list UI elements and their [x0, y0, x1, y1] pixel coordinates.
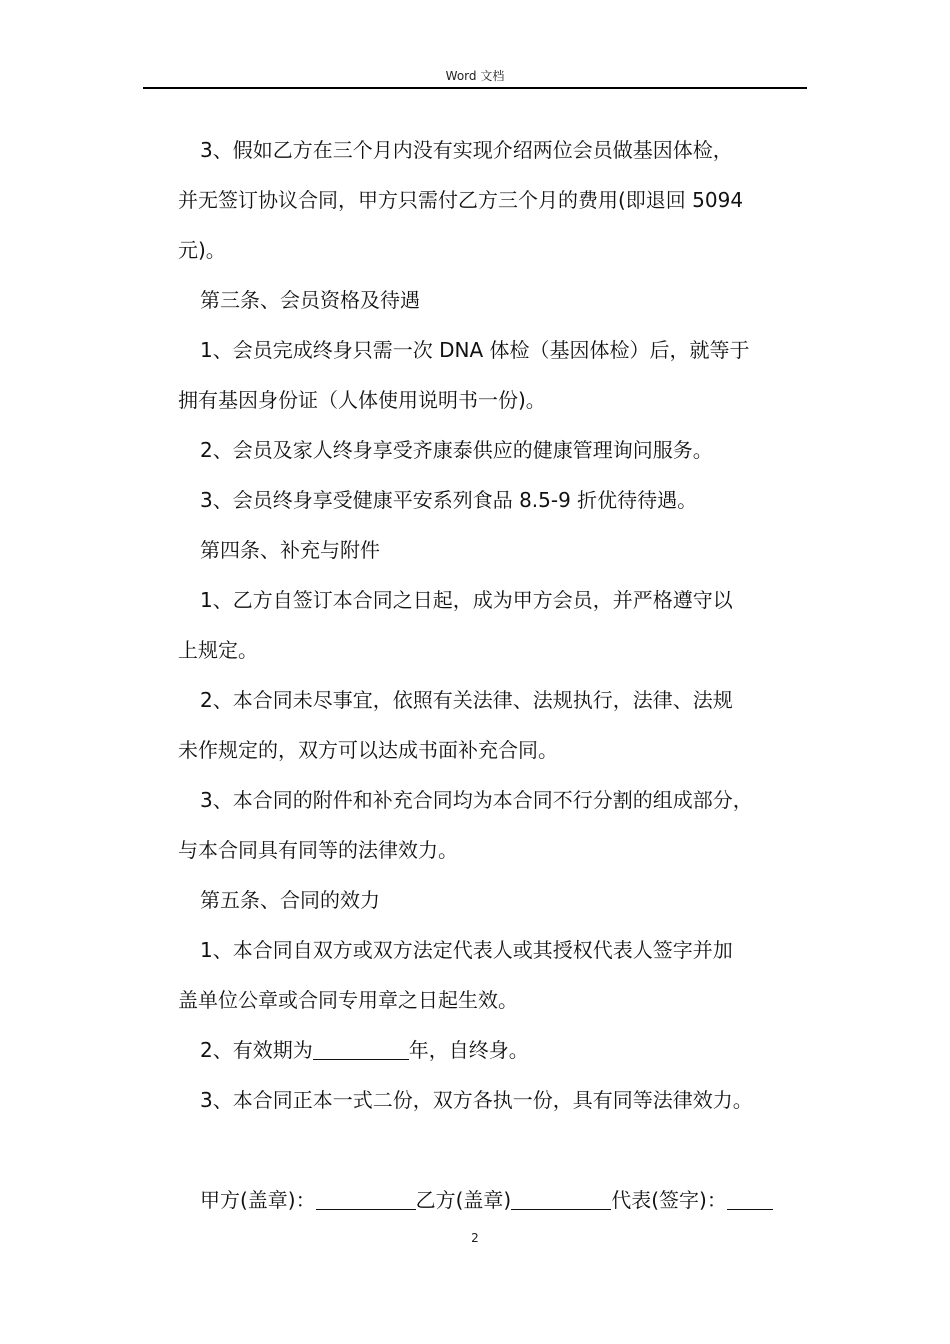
paragraph-line: 1、乙方自签订本合同之日起，成为甲方会员，并严格遵守以: [200, 588, 733, 612]
validity-line: [178, 1025, 808, 1075]
party-b-label: 乙方(盖章): [415, 1188, 512, 1212]
paragraph-line: 未作规定的，双方可以达成书面补充合同。: [178, 738, 558, 762]
party-b-seal-blank: [511, 1187, 611, 1210]
party-a-label: 甲方(盖章)：: [200, 1188, 316, 1212]
document-body: [178, 125, 808, 1225]
paragraph-line: 元)。: [178, 238, 226, 262]
page-number: 2: [471, 1231, 479, 1245]
spacer: [178, 1125, 808, 1175]
validity-prefix: 2、有效期为: [200, 1038, 313, 1062]
party-a-seal-blank: [316, 1187, 416, 1210]
section-heading: 第三条、会员资格及待遇: [200, 288, 420, 312]
section-heading: 第五条、合同的效力: [200, 888, 380, 912]
paragraph-line: 拥有基因身份证（人体使用说明书一份)。: [178, 388, 546, 412]
paragraph-line: 2、会员及家人终身享受齐康泰供应的健康管理询问服务。: [200, 438, 713, 462]
paragraph-line: 盖单位公章或合同专用章之日起生效。: [178, 988, 518, 1012]
validity-suffix: 年，自终身。: [408, 1038, 529, 1062]
representative-label: 代表(签字)：: [611, 1188, 727, 1212]
validity-years-blank: [313, 1037, 409, 1060]
paragraph-line: 1、会员完成终身只需一次 DNA 体检（基因体检）后，就等于: [200, 338, 750, 362]
paragraph-line: 3、会员终身享受健康平安系列食品 8.5-9 折优待待遇。: [200, 488, 698, 512]
header-divider: [143, 87, 807, 89]
page-header: Word 文档: [445, 69, 505, 83]
section-heading: 第四条、补充与附件: [200, 538, 380, 562]
paragraph-line: 3、假如乙方在三个月内没有实现介绍两位会员做基因体检，: [200, 138, 733, 162]
paragraph-line: 并无签订协议合同，甲方只需付乙方三个月的费用(即退回 5094: [178, 188, 744, 212]
paragraph-line: 上规定。: [178, 638, 258, 662]
signature-line: [178, 1175, 808, 1225]
paragraph-line: 3、本合同正本一式二份，双方各执一份，具有同等法律效力。: [200, 1088, 753, 1112]
paragraph-line: 1、本合同自双方或双方法定代表人或其授权代表人签字并加: [200, 938, 733, 962]
representative-signature-blank: [727, 1187, 773, 1210]
paragraph-line: 2、本合同未尽事宜，依照有关法律、法规执行，法律、法规: [200, 688, 733, 712]
paragraph-line: 3、本合同的附件和补充合同均为本合同不行分割的组成部分，: [200, 788, 753, 812]
paragraph-line: 与本合同具有同等的法律效力。: [178, 838, 458, 862]
